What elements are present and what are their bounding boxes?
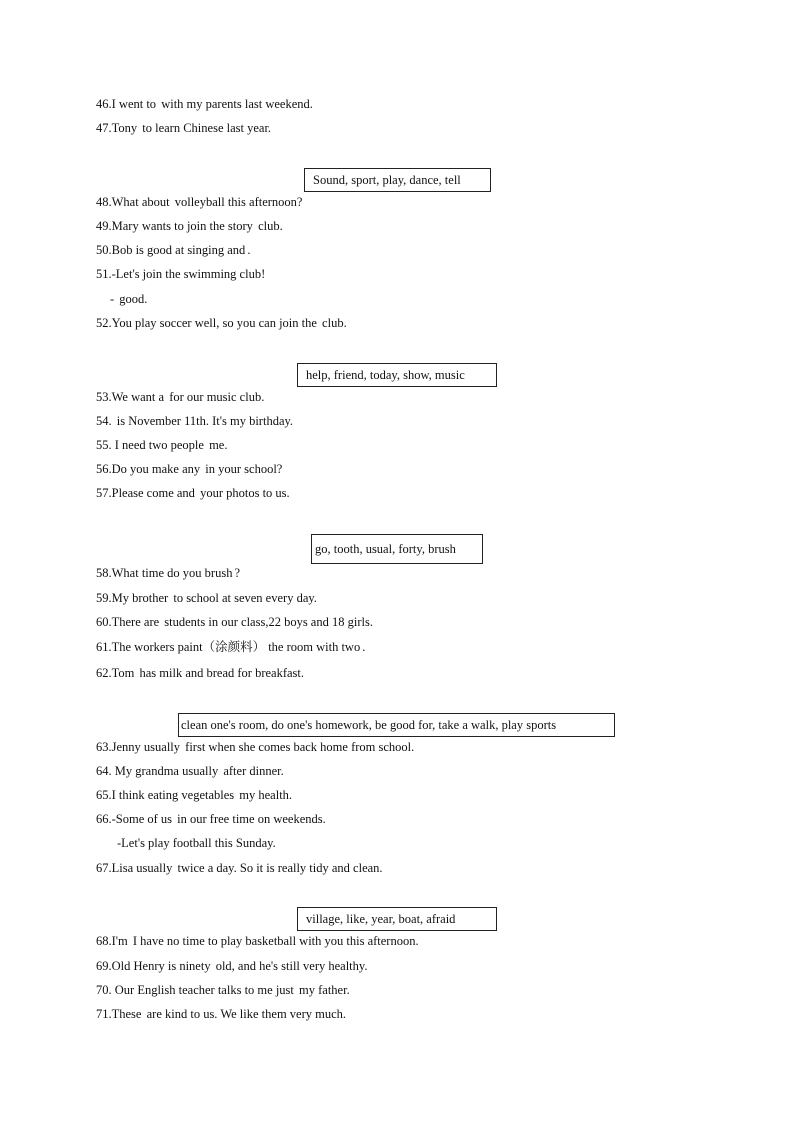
question-text: -Let's play football this Sunday. (117, 836, 276, 850)
question-number: 55. (96, 438, 112, 452)
question-number: 60. (96, 615, 112, 629)
question-number: 62. (96, 666, 112, 680)
question-67 (96, 860, 383, 876)
question-61 (96, 639, 365, 655)
question-number: 66. (96, 812, 112, 826)
question-text-after: I have no time to play basketball with you this afternoon. (129, 934, 419, 948)
question-text-before: What about (111, 195, 170, 209)
question-number: 52. (96, 316, 112, 330)
question-text-after: . (362, 640, 366, 654)
question-number: 69. (96, 959, 112, 973)
question-70 (96, 982, 350, 998)
question-64 (96, 763, 284, 779)
question-66 (96, 811, 326, 827)
question-53 (96, 389, 264, 405)
question-46 (96, 96, 313, 112)
question-text-after: my father. (295, 983, 350, 997)
question-52 (96, 315, 347, 331)
question-text-after: your photos to us. (196, 486, 290, 500)
question-text-before: Old Henry is ninety (111, 959, 211, 973)
question-text-after: has milk and bread for breakfast. (136, 666, 305, 680)
question-69 (96, 958, 367, 974)
question-text-after: . (247, 243, 251, 257)
question-text-after: is November 11th. It's my birthday. (113, 414, 294, 428)
question-59 (96, 590, 317, 606)
question-number: 70. (96, 983, 112, 997)
question-text-after: to school at seven every day. (170, 591, 317, 605)
question-65 (96, 787, 292, 803)
question-text-before: We want a (111, 390, 165, 404)
question-number: 65. (96, 788, 112, 802)
question-47 (96, 120, 271, 136)
question-text-after: my health. (236, 788, 293, 802)
question-number: 48. (96, 195, 112, 209)
question-text-after: to learn Chinese last year. (139, 121, 272, 135)
question-text-before: My grandma usually (111, 764, 219, 778)
question-number: 63. (96, 740, 112, 754)
question-text-before: Do you make any (111, 462, 201, 476)
question-text-after: club. (254, 219, 283, 233)
question-text-after: students in our class,22 boys and 18 girls. (161, 615, 373, 629)
question-number: 61. (96, 640, 112, 654)
question-text-before: What time do you brush (111, 566, 233, 580)
question-text-after: in your school? (202, 462, 283, 476)
question-text-before: Tony (111, 121, 138, 135)
question-57 (96, 485, 290, 501)
question-text-before: These (111, 1007, 142, 1021)
question-60 (96, 614, 373, 630)
question-49 (96, 218, 283, 234)
question-text-after: ? (234, 566, 241, 580)
question-54 (96, 413, 293, 429)
question-text-before: - (110, 292, 115, 306)
question-text-before: Tom (111, 666, 135, 680)
question-text-before: Bob is good at singing and (111, 243, 246, 257)
question-text-before: There are (111, 615, 160, 629)
question-text-before: I went to (111, 97, 157, 111)
question-number: 71. (96, 1007, 112, 1021)
question-number: 46. (96, 97, 112, 111)
question-66-reply (117, 835, 276, 851)
question-68 (96, 933, 419, 949)
question-number: 56. (96, 462, 112, 476)
question-51 (96, 266, 265, 282)
question-number: 54. (96, 414, 112, 428)
question-text-after: club. (318, 316, 347, 330)
question-text-after: for our music club. (166, 390, 265, 404)
question-text-before: The workers paint（涂颜料） the room with two (111, 640, 361, 654)
question-number: 53. (96, 390, 112, 404)
word-bank-box: Sound, sport, play, dance, tell (304, 168, 491, 192)
question-number: 57. (96, 486, 112, 500)
question-number: 58. (96, 566, 112, 580)
question-text-after: after dinner. (220, 764, 284, 778)
question-text-after: me. (205, 438, 228, 452)
question-text-before: My brother (111, 591, 169, 605)
word-bank-box: clean one's room, do one's homework, be good for, take a walk, play sports (178, 713, 615, 737)
question-text-after: with my parents last weekend. (158, 97, 313, 111)
question-48 (96, 194, 302, 210)
question-55 (96, 437, 227, 453)
question-text-before: Jenny usually (111, 740, 181, 754)
question-text-after: in our free time on weekends. (174, 812, 326, 826)
question-text-before: -Some of us (111, 812, 173, 826)
question-63 (96, 739, 414, 755)
question-text-before: Mary wants to join the story (111, 219, 253, 233)
question-number: 67. (96, 861, 112, 875)
question-text-before: Our English teacher talks to me just (111, 983, 294, 997)
question-text-before: I'm (111, 934, 128, 948)
question-number: 64. (96, 764, 112, 778)
question-text-before: You play soccer well, so you can join the (111, 316, 317, 330)
question-text: -Let's join the swimming club! (111, 267, 266, 281)
question-number: 59. (96, 591, 112, 605)
question-text-after: twice a day. So it is really tidy and clean. (174, 861, 383, 875)
question-text-after: first when she comes back home from school. (182, 740, 415, 754)
question-number: 47. (96, 121, 112, 135)
question-text-after: good. (116, 292, 148, 306)
word-bank-box: village, like, year, boat, afraid (297, 907, 497, 931)
question-62 (96, 665, 304, 681)
question-text-after: volleyball this afternoon? (171, 195, 303, 209)
word-bank-box: help, friend, today, show, music (297, 363, 497, 387)
question-number: 49. (96, 219, 112, 233)
word-bank-box: go, tooth, usual, forty, brush (311, 534, 483, 564)
question-text-before: Lisa usually (111, 861, 173, 875)
question-text-before: Please come and (111, 486, 195, 500)
question-58 (96, 565, 240, 581)
question-text-before: I think eating vegetables (111, 788, 235, 802)
question-text-before: I need two people (111, 438, 204, 452)
question-text-after: old, and he's still very healthy. (212, 959, 368, 973)
question-number: 50. (96, 243, 112, 257)
question-71 (96, 1006, 346, 1022)
question-51-reply (110, 291, 147, 307)
question-text-after: are kind to us. We like them very much. (143, 1007, 347, 1021)
question-number: 68. (96, 934, 112, 948)
question-50 (96, 242, 250, 258)
question-number: 51. (96, 267, 112, 281)
question-56 (96, 461, 282, 477)
